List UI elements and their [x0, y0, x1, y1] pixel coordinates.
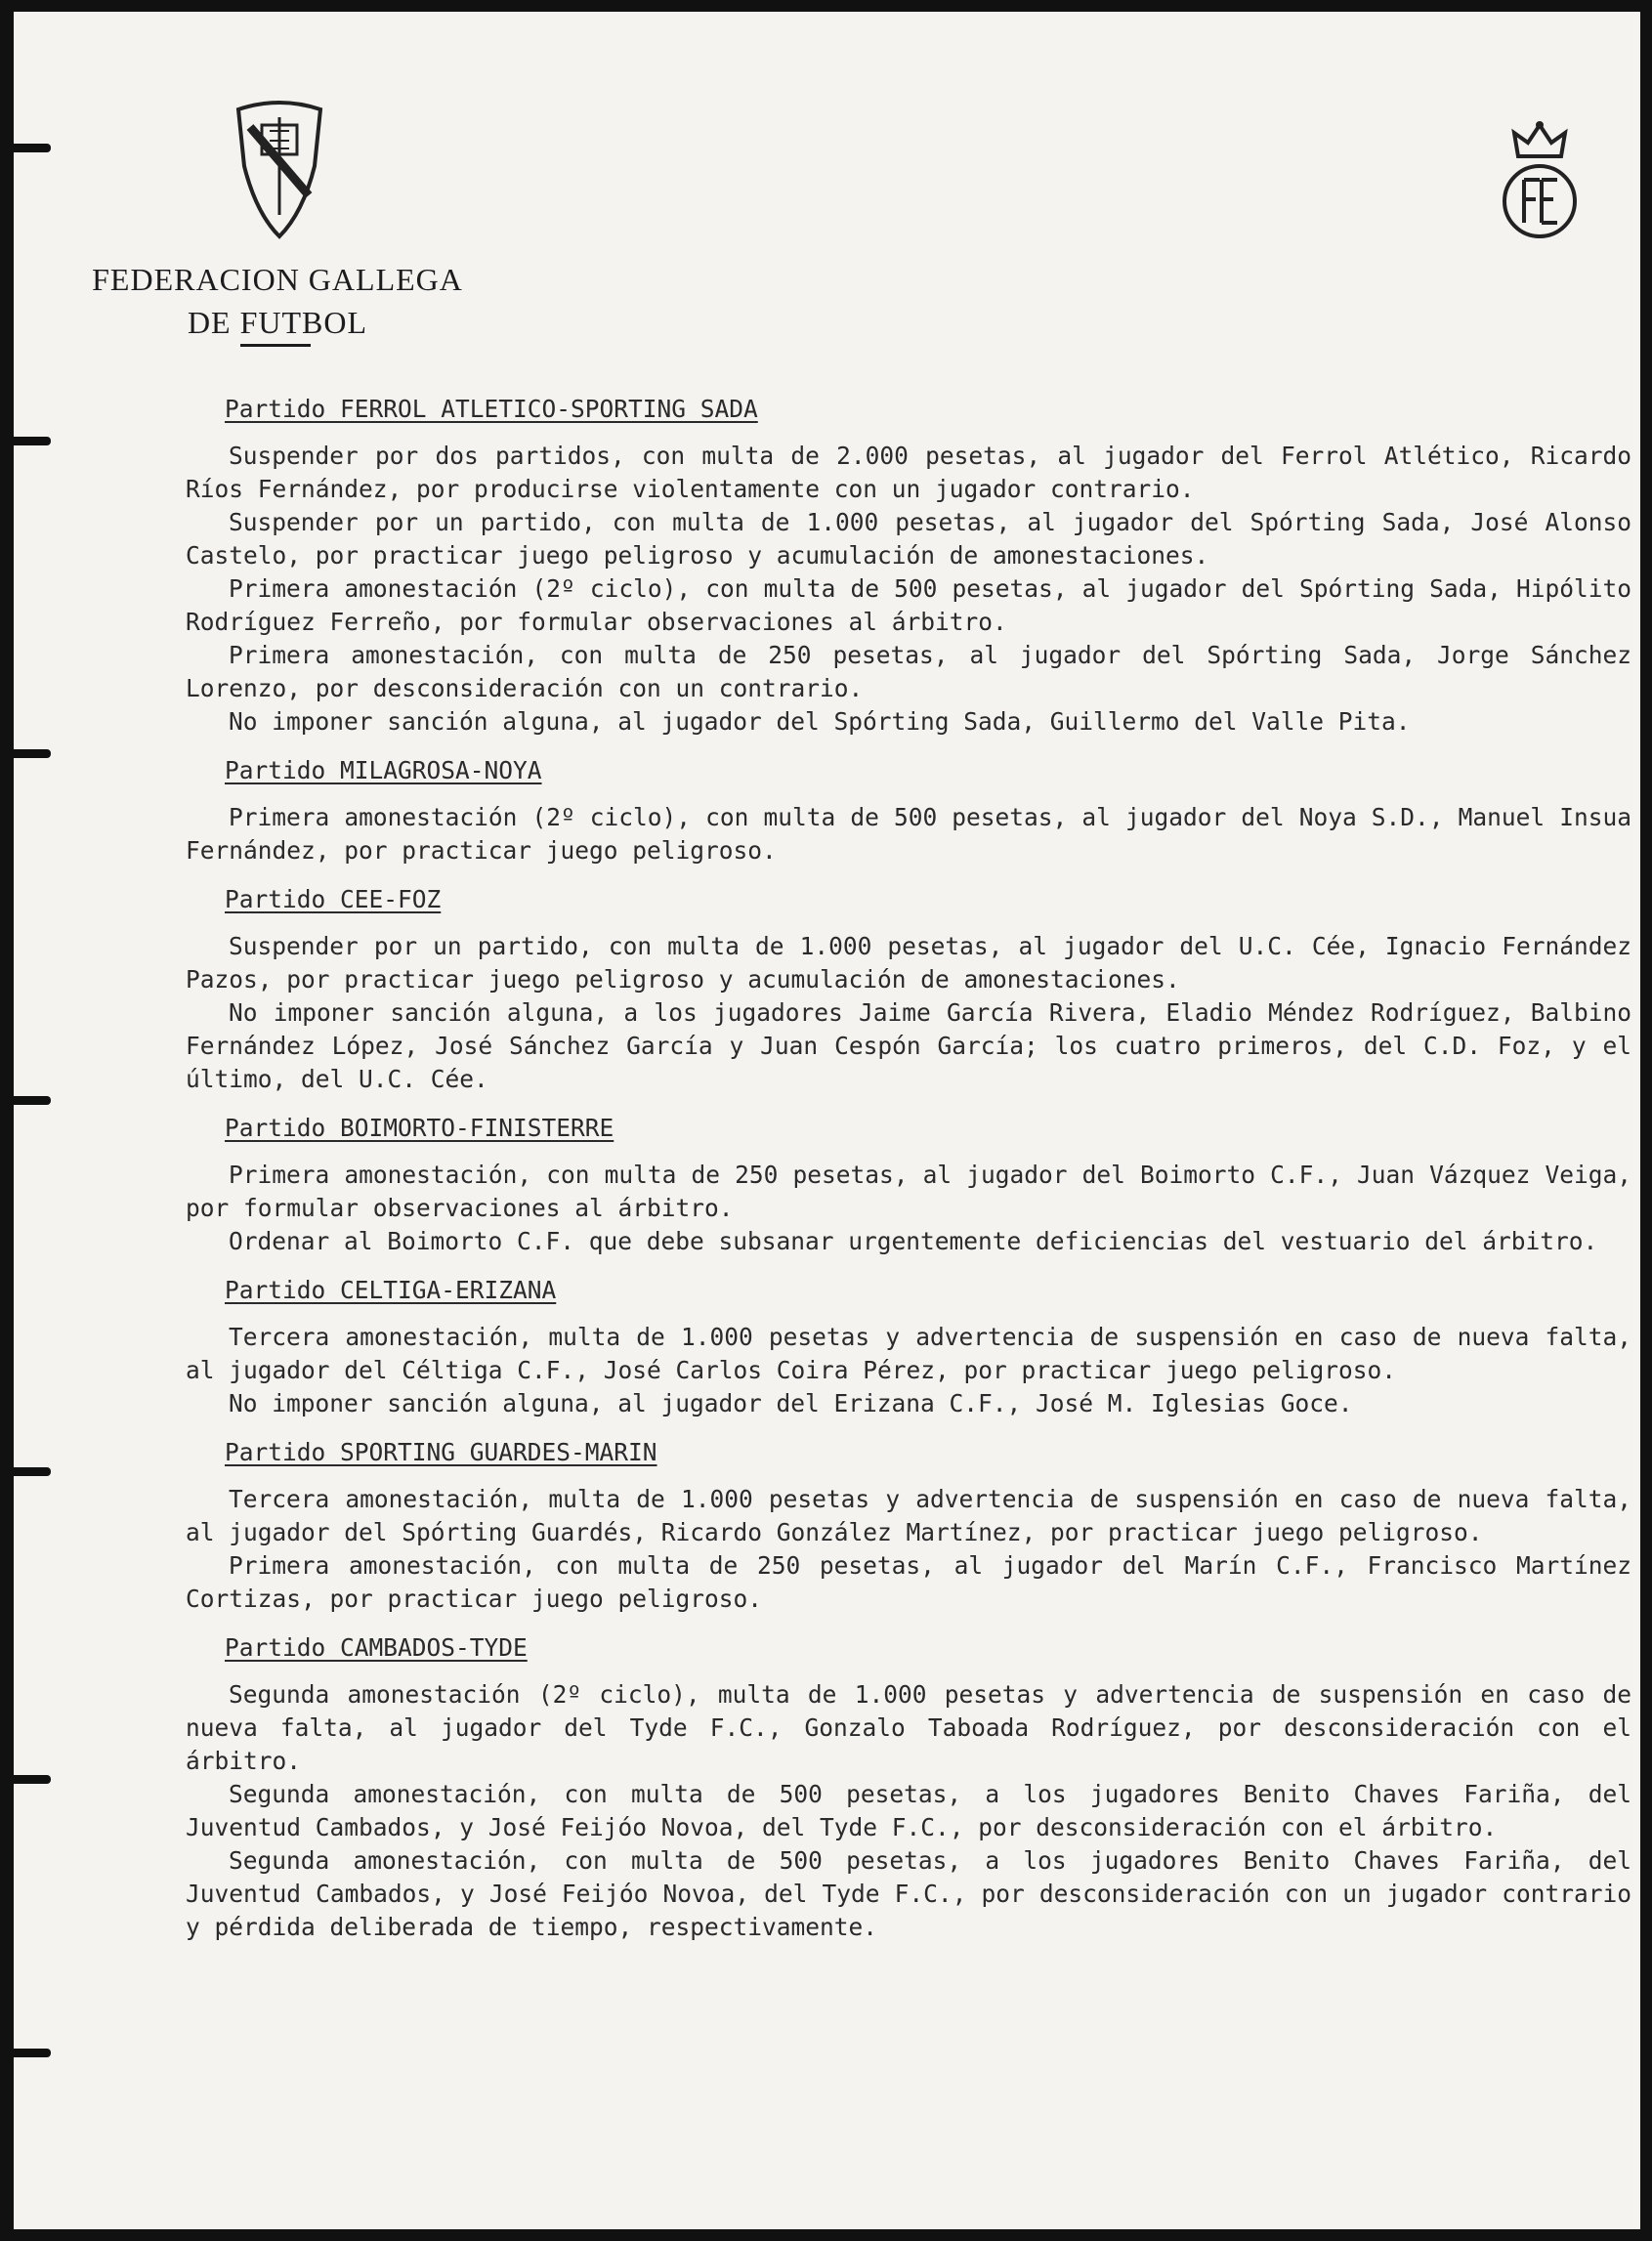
org-name-line2: DE FUTBOL: [187, 305, 368, 340]
document-page: [14, 12, 1640, 2229]
paragraph: No imponer sanción alguna, al jugador del Spórting Sada, Guillermo del Valle Pita.: [229, 707, 1411, 736]
section-boimorto-finisterre: [186, 1112, 1631, 1258]
binder-hole: [14, 437, 51, 445]
paragraph: Suspender por un partido, con multa de 1.000 pesetas, al jugador del Spórting Sada, José Alonso Castelo, por practicar juego peligroso y acumulación de amonestaciones.: [186, 508, 1631, 570]
section-title: Partido FERROL ATLETICO-SPORTING SADA: [225, 395, 758, 423]
binder-hole: [14, 2049, 51, 2057]
paragraph: Tercera amonestación, multa de 1.000 pesetas y advertencia de suspensión en caso de nueva falta, al jugador del Spórting Guardés, Ricardo González Martínez, por practicar juego peligroso.: [186, 1485, 1631, 1546]
section-title: Partido CEE-FOZ: [225, 885, 442, 913]
shield-crest-icon: [231, 98, 328, 244]
paragraph: Segunda amonestación (2º ciclo), multa de 1.000 pesetas y advertencia de suspensión en caso de nueva falta, al jugador del Tyde F.C., Gonzalo Taboada Rodríguez, por desconsideración con el árbitro.: [186, 1680, 1631, 1775]
section-milagrosa-noya: [186, 754, 1631, 867]
paragraph: Primera amonestación, con multa de 250 pesetas, al jugador del Marín C.F., Francisco Martínez Cortizas, por practicar juego peligroso.: [186, 1551, 1631, 1613]
section-celtiga-erizana: [186, 1274, 1631, 1420]
org-name-line1: FEDERACION GALLEGA: [92, 262, 463, 297]
paragraph: No imponer sanción alguna, a los jugadores Jaime García Rivera, Eladio Méndez Rodríguez, Balbino Fernández López, José Sánchez García y Juan Cespón García; los cuatro primeros, del C.D. Foz, y el último, del U.C. Cée.: [186, 998, 1631, 1093]
paragraph: Segunda amonestación, con multa de 500 pesetas, a los jugadores Benito Chaves Fariña, del Juventud Cambados, y José Feijóo Novoa, del Tyde F.C., por desconsideración con el árbitro.: [186, 1780, 1631, 1841]
paragraph: Primera amonestación (2º ciclo), con multa de 500 pesetas, al jugador del Noya S.D., Manuel Insua Fernández, por practicar juego peligroso.: [186, 803, 1631, 865]
section-title: Partido MILAGROSA-NOYA: [225, 756, 542, 784]
section-sporting-guardes-marin: [186, 1436, 1631, 1616]
binder-hole: [14, 1775, 51, 1784]
paragraph: Tercera amonestación, multa de 1.000 pesetas y advertencia de suspensión en caso de nueva falta, al jugador del Céltiga C.F., José Carlos Coira Pérez, por practicar juego peligroso.: [186, 1323, 1631, 1384]
royal-crown-emblem-icon: [1491, 117, 1588, 244]
paragraph: Suspender por dos partidos, con multa de 2.000 pesetas, al jugador del Ferrol Atlético, Ricardo Ríos Fernández, por producirse violentamente con un jugador contrario.: [186, 442, 1631, 503]
section-title: Partido BOIMORTO-FINISTERRE: [225, 1114, 614, 1142]
section-title: Partido CELTIGA-ERIZANA: [225, 1276, 557, 1304]
section-ferrol-sporting: [186, 393, 1631, 739]
paragraph: Segunda amonestación, con multa de 500 pesetas, a los jugadores Benito Chaves Fariña, del Juventud Cambados, y José Feijóo Novoa, del Tyde F.C., por desconsideración con un jugador contrario y pérdida deliberada de tiempo, respectivamente.: [186, 1846, 1631, 1941]
binder-hole: [14, 144, 51, 152]
org-name-rule: [240, 344, 311, 347]
section-title: Partido SPORTING GUARDES-MARIN: [225, 1438, 657, 1466]
paragraph: Primera amonestación, con multa de 250 pesetas, al jugador del Boimorto C.F., Juan Vázquez Veiga, por formular observaciones al árbitro.: [186, 1161, 1631, 1222]
document-body: [186, 393, 1631, 1960]
organization-name: [72, 258, 483, 344]
section-cambados-tyde: [186, 1631, 1631, 1944]
binder-hole: [14, 1096, 51, 1105]
binder-hole: [14, 1467, 51, 1476]
paragraph: Suspender por un partido, con multa de 1.000 pesetas, al jugador del U.C. Cée, Ignacio Fernández Pazos, por practicar juego peligroso y acumulación de amonestaciones.: [186, 932, 1631, 994]
paragraph: Primera amonestación, con multa de 250 pesetas, al jugador del Spórting Sada, Jorge Sánchez Lorenzo, por desconsideración con un contrario.: [186, 641, 1631, 702]
binder-hole: [14, 749, 51, 758]
paragraph: Ordenar al Boimorto C.F. que debe subsanar urgentemente deficiencias del vestuario del árbitro.: [229, 1227, 1598, 1255]
section-cee-foz: [186, 883, 1631, 1096]
paragraph: Primera amonestación (2º ciclo), con multa de 500 pesetas, al jugador del Spórting Sada, Hipólito Rodríguez Ferreño, por formular observaciones al árbitro.: [186, 574, 1631, 636]
section-title: Partido CAMBADOS-TYDE: [225, 1633, 528, 1662]
paragraph: No imponer sanción alguna, al jugador del Erizana C.F., José M. Iglesias Goce.: [229, 1389, 1353, 1417]
